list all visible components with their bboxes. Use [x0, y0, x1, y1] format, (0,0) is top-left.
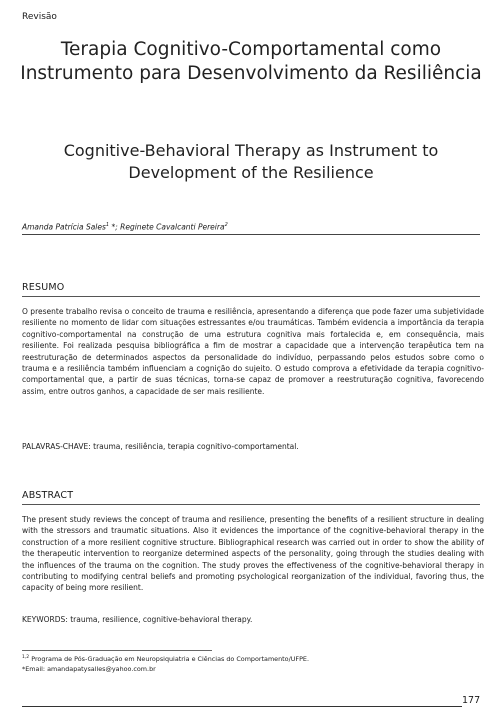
page-bottom-rule — [22, 706, 462, 707]
abstract-heading: ABSTRACT — [22, 490, 74, 501]
title-portuguese — [0, 38, 502, 86]
page-number: 177 — [462, 695, 481, 706]
author-1-mark: 1 — [105, 222, 110, 228]
authors-divider — [22, 234, 480, 235]
title-portuguese-line-1: Terapia Cognitivo-Comportamental como — [60, 39, 442, 60]
title-portuguese-line-2: Instrumento para Desenvolvimento da Resiliência — [20, 63, 482, 84]
resumo-heading: RESUMO — [22, 282, 65, 293]
title-english-line-1: Cognitive-Behavioral Therapy as Instrument to — [63, 141, 439, 160]
resumo-keywords-label: PALAVRAS-CHAVE — [22, 442, 89, 451]
footnote-affiliation-text: Programa de Pós-Graduação em Neuropsiquiatria e Ciências do Comportamento/UFPE. — [29, 655, 310, 664]
author-2-mark: 2 — [224, 222, 228, 228]
resumo-heading-divider — [22, 296, 480, 297]
footnote-affiliation-mark: 1,2 — [22, 655, 30, 660]
abstract-keywords-label: KEYWORDS — [22, 615, 66, 624]
author-1-name: Amanda Patrícia Sales — [22, 222, 106, 232]
resumo-keywords — [22, 441, 484, 452]
abstract-keywords — [22, 614, 484, 625]
author-2-name: Reginete Cavalcanti Pereira — [120, 222, 225, 232]
abstract-text: The present study reviews the concept of trauma and resilience, presenting the benefits of a resilient structure in dealing with the stressors and traumatic situations. Also it evidences the importance of the cognitive-behavioral therapy in the construction of a more resilient cognitive structure. Bibliographical research was carried out in order to show the ability of the therapeutic intervention to reorganize determined aspects of the personality, going through the studies dealing with the influences of the trauma on the cognition. The study proves the effectiveness of the cognitive-behavioral therapy in contributing to modifying central beliefs and promoting psychological reorganization of the individual, favoring thus, the capacity of being more resilient. — [22, 515, 484, 593]
title-english-line-2: Development of the Resilience — [128, 163, 374, 182]
resumo-keywords-list: : trauma, resiliência, terapia cognitivo-comportamental. — [88, 442, 299, 451]
footnote-email: *Email: amandapatysalles@yahoo.com.br — [22, 665, 156, 673]
author-list — [22, 222, 228, 232]
resumo-text: O presente trabalho revisa o conceito de trauma e resiliência, apresentando a diferença que pode fazer uma subjetividade resiliente no momento de lidar com situações estressantes e/ou traumáticas. Também evidencia a importância da terapia cognitivo-comportamental na construção de uma estrutura cognitiva mais fortalecida e, em consequência, mais resiliente. Foi realizada pesquisa bibliográfica a fim de mostrar a capacidade que a intervenção terapêutica tem na reestruturação de determinados aspectos da personalidade do indivíduo, perpassando pelos estudos sobre como o trauma e a resiliência também influenciam a cognição do sujeito. O estudo comprova a efetividade da terapia cognitivo-comportamental que, a partir de suas técnicas, torna-se capaz de promover a reestruturação cognitiva, favorecendo assim, entre outros ganhos, a capacidade de ser mais resiliente. — [22, 307, 484, 396]
footnote-divider — [22, 650, 212, 651]
author-separator: *; — [109, 222, 121, 232]
abstract-keywords-list: : trauma, resilience, cognitive-behavioral therapy. — [65, 615, 253, 624]
section-tag: Revisão — [22, 12, 57, 22]
title-english — [0, 140, 502, 184]
abstract-heading-divider — [22, 504, 480, 505]
footnote-affiliation — [22, 653, 309, 664]
